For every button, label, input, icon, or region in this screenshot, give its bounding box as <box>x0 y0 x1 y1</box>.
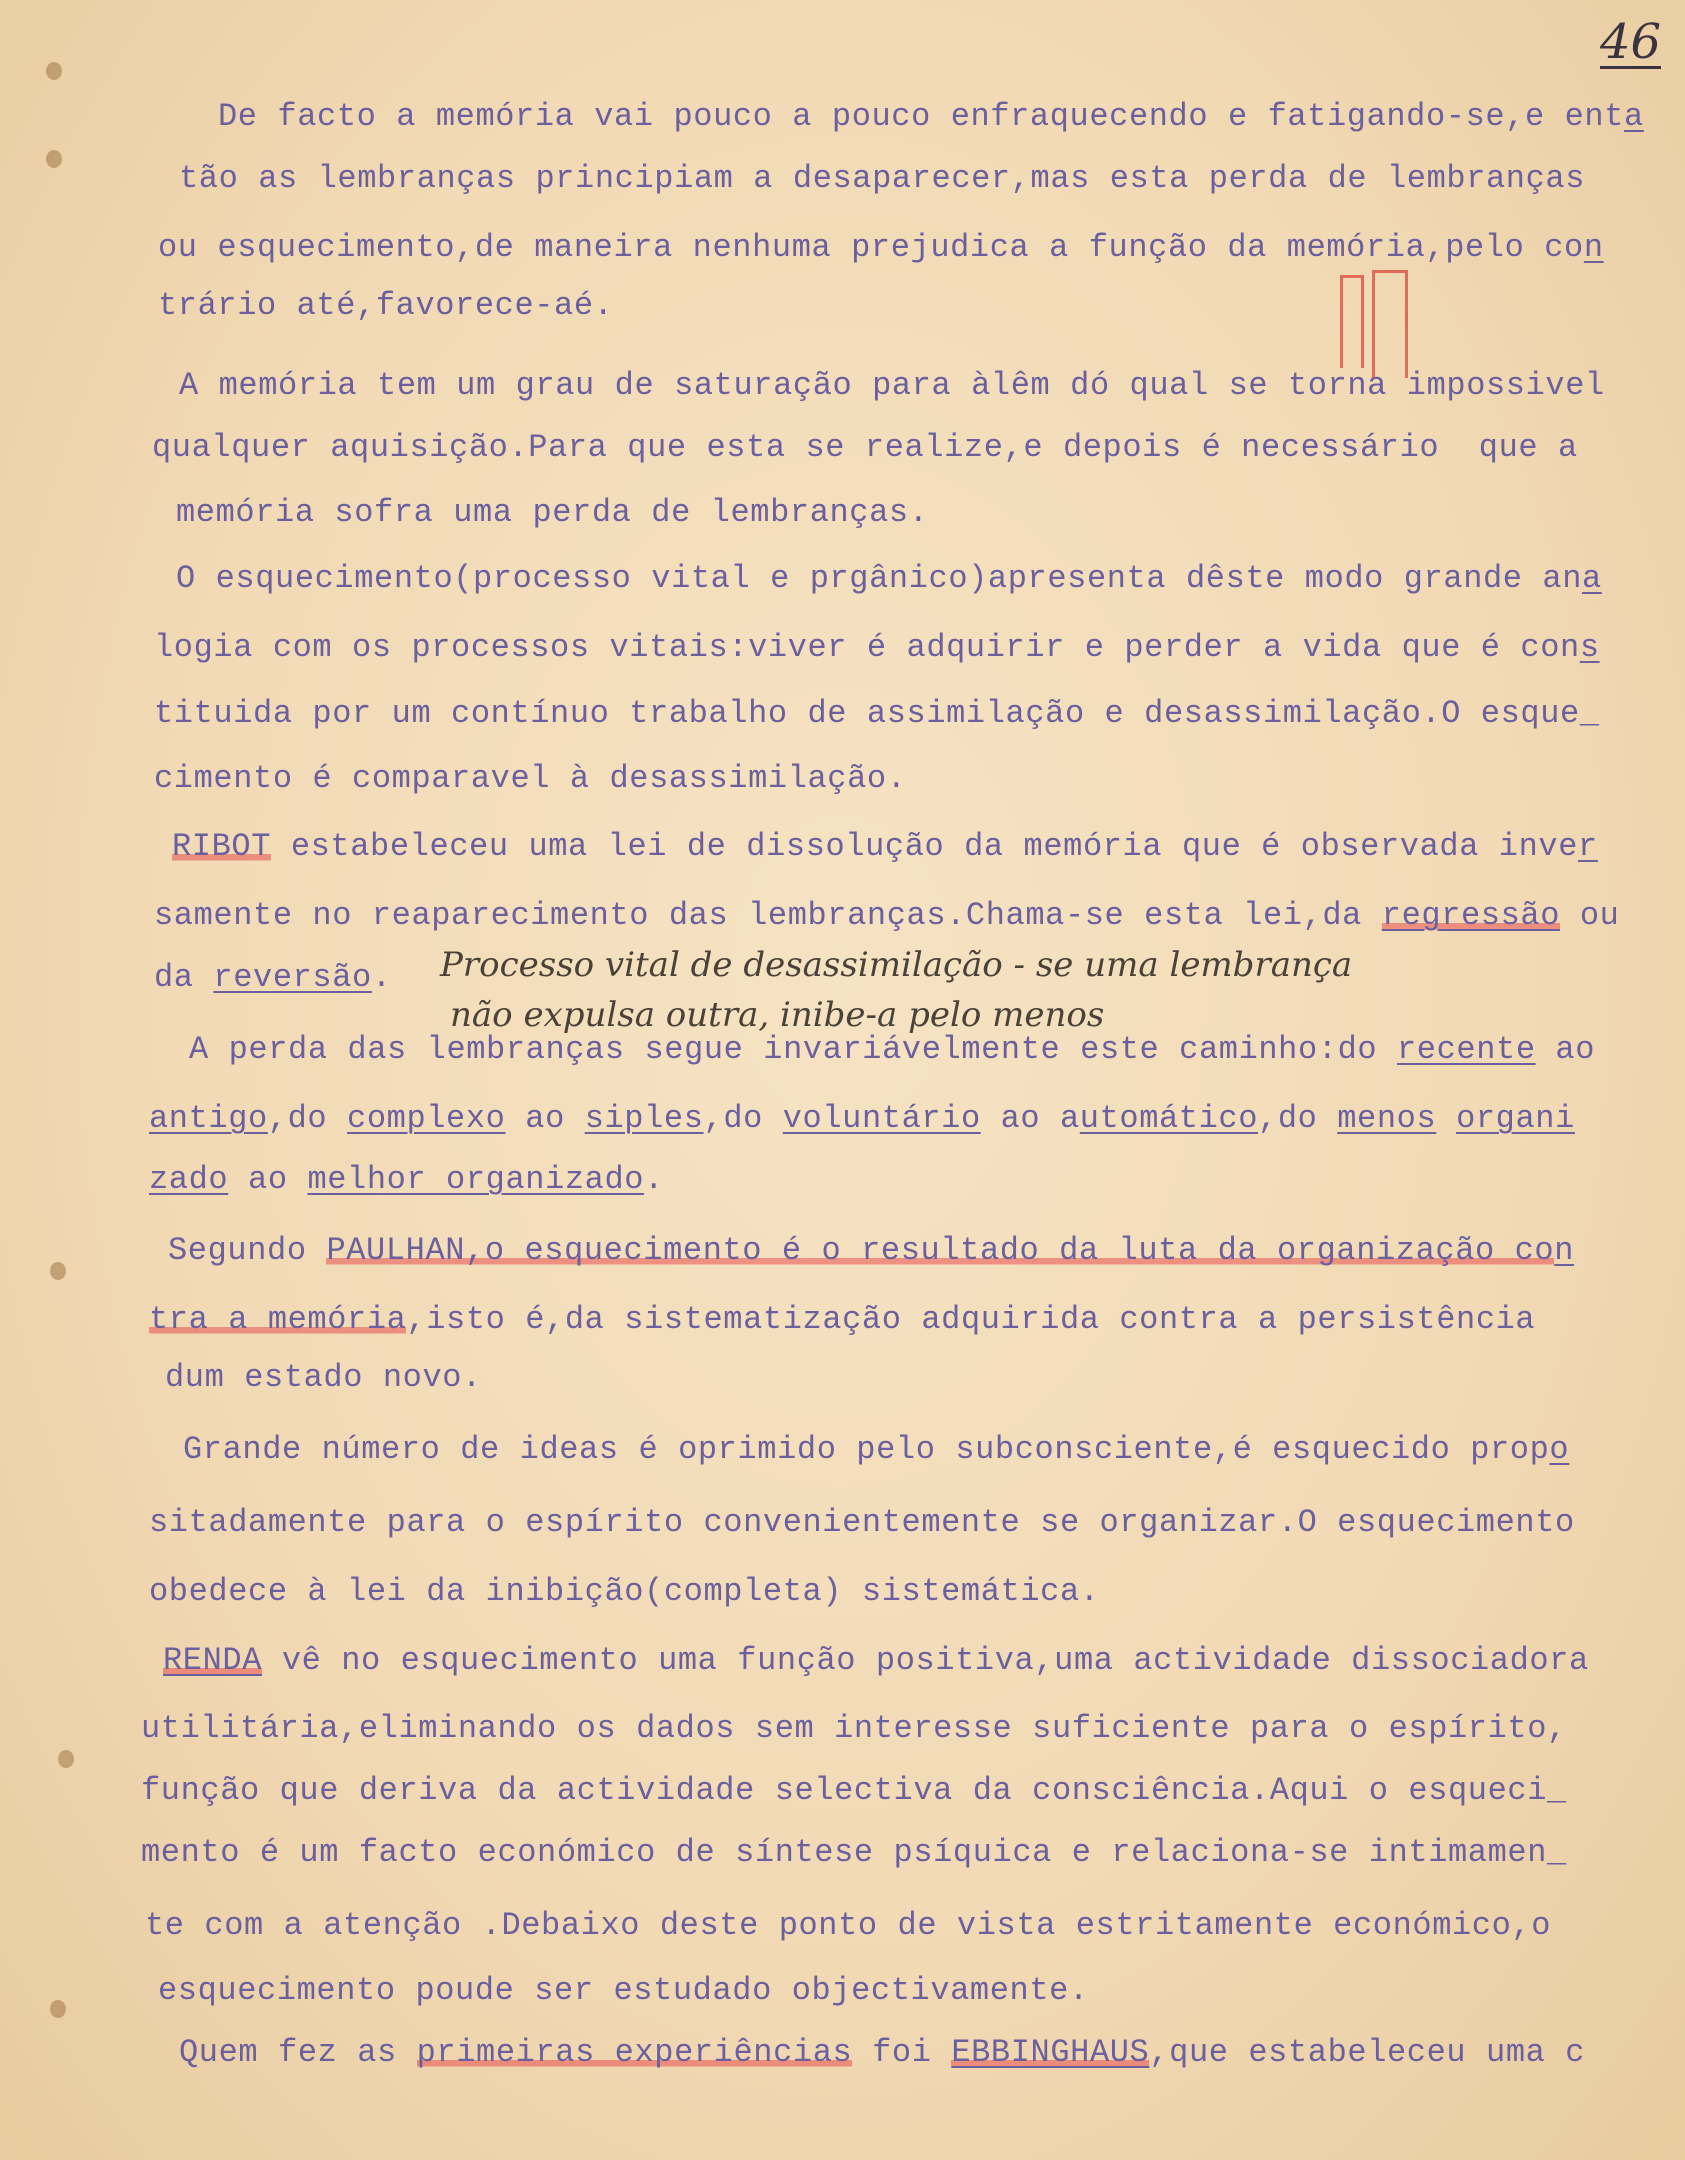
underlined-text: s <box>1579 629 1600 666</box>
text-segment: . <box>644 1161 664 1198</box>
underlined-text: antigo <box>149 1100 268 1137</box>
text-segment: ao <box>228 1161 308 1198</box>
text-line <box>141 1771 1567 1811</box>
text-segment: ,do <box>1258 1100 1338 1137</box>
text-segment: ao <box>1535 1031 1596 1068</box>
text-line <box>168 1231 1574 1271</box>
text-segment: A memória tem um grau de saturação para àlêm dó qual se torna impossivel <box>179 367 1605 404</box>
text-segment: ,que estabeleceu uma c <box>1149 2034 1586 2071</box>
underlined-text: n <box>1554 1232 1575 1269</box>
text-line <box>163 1641 1589 1681</box>
text-segment: sitadamente para o espírito convenientemente se organizar.O esquecimento <box>149 1504 1575 1541</box>
text-segment: obedece à lei da inibição(completa) sistemática. <box>149 1573 1100 1610</box>
text-segment: O esquecimento(processo vital e prgânico)apresenta dêste modo grande an <box>176 560 1583 597</box>
underlined-text: recente <box>1397 1031 1536 1068</box>
text-segment: ,do <box>267 1100 348 1137</box>
underlined-text: melhor organizado <box>307 1161 645 1198</box>
red-margin-mark <box>1340 275 1364 368</box>
text-segment: . <box>371 959 392 996</box>
text-line <box>141 1833 1567 1873</box>
text-line <box>189 1030 1595 1070</box>
text-line <box>165 1358 482 1398</box>
text-line <box>176 559 1602 599</box>
punch-hole <box>58 1750 74 1768</box>
text-segment: ou esquecimento,de maneira nenhuma prejudica a função da memória,pelo co <box>158 229 1584 266</box>
highlighted-text: EBBINGHAUS <box>951 2034 1150 2071</box>
underlined-text: r <box>1578 828 1598 865</box>
red-margin-mark <box>1372 270 1408 378</box>
highlighted-text: RENDA <box>163 1642 263 1679</box>
underlined-text: a <box>1624 98 1644 135</box>
highlighted-text: RIBOT <box>172 828 272 865</box>
text-segment: cimento é comparavel à desassimilação. <box>154 760 907 797</box>
text-segment: função que deriva da actividade selectiva da consciência.Aqui o esqueci_ <box>141 1772 1567 1809</box>
highlighted-text: regressão <box>1381 897 1561 934</box>
text-segment: Segundo <box>168 1232 327 1269</box>
text-segment: memória sofra uma perda de lembranças. <box>176 494 929 531</box>
text-line <box>172 827 1598 867</box>
underlined-text: o <box>1549 1431 1570 1468</box>
underlined-text: zado <box>149 1161 229 1198</box>
punch-hole <box>50 2000 66 2018</box>
text-line <box>149 1160 664 1200</box>
handwritten-note-line-2: não expulsa outra, inibe-a pelo menos <box>450 995 1105 1035</box>
text-line <box>152 428 1578 468</box>
underlined-text: a <box>1582 560 1602 597</box>
text-segment: tituida por um contínuo trabalho de assimilação e desassimilação.O esque_ <box>154 695 1600 732</box>
text-segment: ,isto é,da sistematização adquirida contra a persistência <box>406 1301 1536 1338</box>
text-segment: te com a atenção .Debaixo deste ponto de vista estritamente económico,o <box>145 1907 1552 1944</box>
handwritten-note-line-1: Processo vital de desassimilação - se uma lembrança <box>440 945 1353 985</box>
text-line <box>149 1300 1535 1340</box>
underlined-text: reversão <box>213 959 372 996</box>
punch-hole <box>46 62 62 80</box>
text-segment <box>1436 1100 1456 1137</box>
text-segment: A perda das lembranças segue invariávelmente este caminho:do <box>189 1031 1397 1068</box>
text-segment: qualquer aquisição.Para que esta se realize,e depois é necessário que a <box>152 429 1578 466</box>
text-segment: ao <box>505 1100 585 1137</box>
text-segment: trário até,favorece-aé. <box>158 287 614 324</box>
text-segment: foi <box>852 2034 952 2071</box>
text-segment: esquecimento poude ser estudado objectivamente. <box>158 1972 1089 2009</box>
text-segment: tão as lembranças principiam a desaparecer,mas esta perda de lembranças <box>179 160 1586 197</box>
text-line <box>158 1971 1089 2011</box>
highlighted-text: primeiras experiências <box>416 2034 853 2071</box>
punch-hole <box>50 1262 66 1280</box>
text-line <box>149 1503 1575 1543</box>
text-segment: utilitária,eliminando os dados sem interesse suficiente para o espírito, <box>141 1710 1567 1747</box>
underlined-text: menos <box>1337 1100 1437 1137</box>
text-segment: ,do <box>703 1100 783 1137</box>
text-segment: mento é um facto económico de síntese psíquica e relaciona-se intimamen_ <box>141 1834 1567 1871</box>
punch-hole <box>46 150 62 168</box>
page-number: 46 <box>1600 14 1662 70</box>
text-line <box>179 159 1585 199</box>
text-line <box>154 958 392 998</box>
text-segment: estabeleceu uma lei de dissolução da memória que é observada inve <box>271 828 1579 865</box>
underlined-text: organi <box>1456 1100 1575 1137</box>
text-line <box>154 896 1619 936</box>
underlined-text: utomático <box>1079 1100 1259 1137</box>
text-line <box>158 228 1604 268</box>
text-line <box>176 493 929 533</box>
highlighted-text: tra a memória <box>149 1301 407 1338</box>
underlined-text: complexo <box>347 1100 506 1137</box>
text-line <box>141 1709 1567 1749</box>
text-segment: De facto a memória vai pouco a pouco enfraquecendo e fatigando-se,e ent <box>218 98 1625 135</box>
text-line <box>154 628 1600 668</box>
text-line <box>145 1906 1551 1946</box>
text-segment: ao a <box>980 1100 1080 1137</box>
text-segment: logia com os processos vitais:viver é adquirir e perder a vida que é con <box>154 629 1580 666</box>
text-segment: da <box>154 959 214 996</box>
text-line <box>154 694 1600 734</box>
underlined-text: voluntário <box>782 1100 981 1137</box>
text-line <box>149 1572 1100 1612</box>
underlined-text: n <box>1583 229 1604 266</box>
text-segment: dum estado novo. <box>165 1359 482 1396</box>
text-line <box>179 2033 1585 2073</box>
text-line <box>149 1099 1575 1139</box>
highlighted-text: ,o esquecimento é o resultado da luta da organização co <box>465 1232 1555 1269</box>
text-line <box>154 759 907 799</box>
text-line <box>183 1430 1569 1470</box>
text-segment: ou <box>1560 897 1620 934</box>
underlined-text: siples <box>584 1100 704 1137</box>
text-segment: Quem fez as <box>179 2034 417 2071</box>
highlighted-text: PAULHAN <box>326 1232 466 1269</box>
text-segment: Grande número de ideas é oprimido pelo subconsciente,é esquecido prop <box>183 1431 1550 1468</box>
text-line <box>158 286 613 326</box>
text-segment: vê no esquecimento uma função positiva,uma actividade dissociadora <box>262 1642 1589 1679</box>
text-segment: samente no reaparecimento das lembranças.Chama-se esta lei,da <box>154 897 1382 934</box>
text-line <box>218 97 1644 137</box>
